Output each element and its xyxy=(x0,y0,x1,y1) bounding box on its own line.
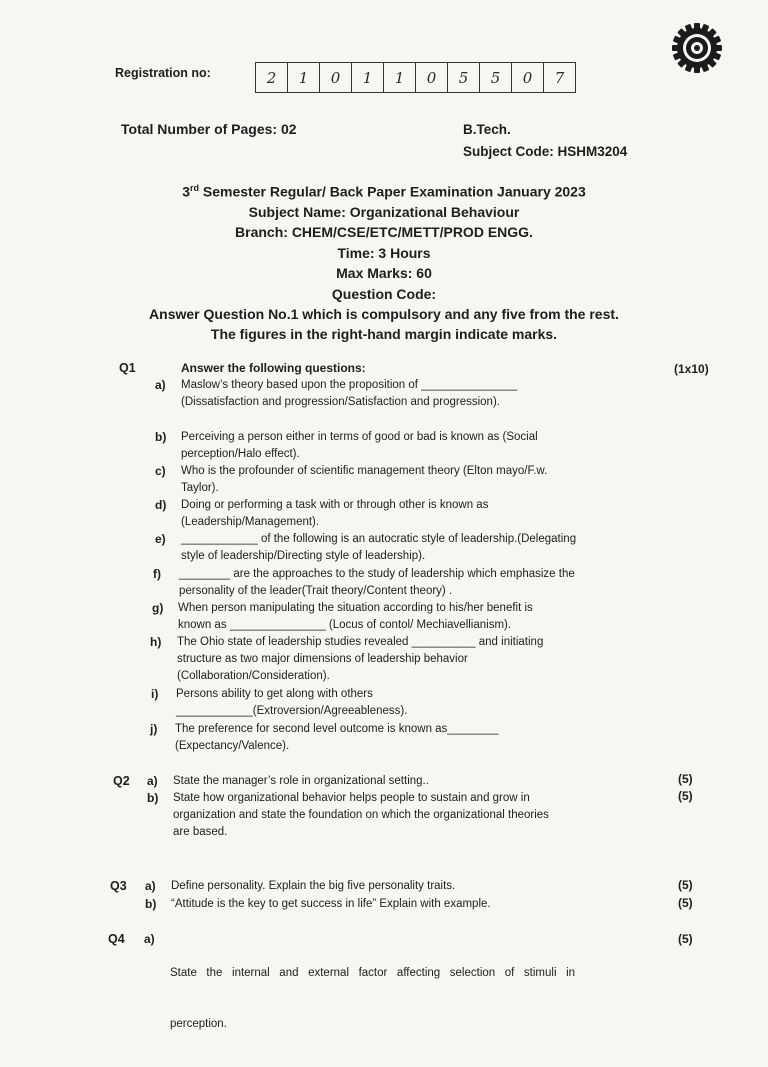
sub-question-text: State the internal and external factor affecting selection of stimuli in perception. xyxy=(170,967,576,1030)
sub-question-label: d) xyxy=(155,498,167,512)
semester-line: 3rd Semester Regular/ Back Paper Examination January 2023 xyxy=(182,183,586,200)
sub-question-text: ________ are the approaches to the study of leadership which emphasize the personality of the leader(Trait theory/Content theory) . xyxy=(179,568,575,597)
program-name: B.Tech. xyxy=(463,122,511,137)
sub-question-text: The preference for second level outcome is known as________ (Expectancy/Valence). xyxy=(175,723,499,752)
branch: Branch: CHEM/CSE/ETC/METT/PROD ENGG. xyxy=(235,224,533,240)
sub-question-label: i) xyxy=(151,687,159,701)
sub-question-text: When person manipulating the situation according to his/her benefit is known as _______________ (Locus of contol/ Mechiavellianism). xyxy=(178,602,533,631)
sub-question-text: Persons ability to get along with others ____________(Extroversion/Agreeableness). xyxy=(176,688,408,717)
registration-digit: 7 xyxy=(554,68,565,87)
sub-question-text: The Ohio state of leadership studies revealed __________ and initiating structure as two major dimensions of leadership behavior (Collaboration/Consideration). xyxy=(177,636,544,682)
registration-label: Registration no: xyxy=(115,66,211,80)
registration-digit: 1 xyxy=(352,63,384,92)
question-number: Q1 xyxy=(119,361,136,375)
sub-question-marks: (5) xyxy=(678,789,693,803)
registration-digit: 0 xyxy=(512,63,544,92)
sub-question-text: Maslow’s theory based upon the proposition of _______________ (Dissatisfaction and progression/Satisfaction and progression). xyxy=(181,379,518,408)
sub-question-label: c) xyxy=(155,464,166,478)
sub-question-text: State the manager’s role in organizational setting.. xyxy=(173,775,429,787)
sub-question-marks: (5) xyxy=(678,878,693,892)
question-marks: (1x10) xyxy=(674,362,709,376)
sub-question-label: a) xyxy=(144,932,155,946)
university-gear-seal-icon xyxy=(671,22,723,74)
sub-question-label: b) xyxy=(147,791,159,805)
registration-digit: 0 xyxy=(320,63,352,92)
sub-question-label: a) xyxy=(147,774,158,788)
registration-boxes xyxy=(255,62,576,93)
question-heading: Answer the following questions: xyxy=(181,361,366,375)
question-number: Q2 xyxy=(113,774,130,788)
instruction-marks: The figures in the right-hand margin indicate marks. xyxy=(210,326,558,342)
question-code: Question Code: xyxy=(331,286,437,302)
subject-name: Subject Name: Organizational Behaviour xyxy=(248,204,520,220)
sub-question-text: Doing or performing a task with or through other is known as (Leadership/Management). xyxy=(181,499,489,528)
sub-question-label: a) xyxy=(145,879,156,893)
subject-code: Subject Code: HSHM3204 xyxy=(463,144,628,159)
sub-question-label: a) xyxy=(155,378,166,392)
sub-question-label: b) xyxy=(155,430,167,444)
sub-question-marks: (5) xyxy=(678,896,693,910)
sub-question-label: e) xyxy=(155,532,166,546)
question-number: Q4 xyxy=(108,932,125,946)
max-marks: Max Marks: 60 xyxy=(336,265,432,281)
sub-question-label: f) xyxy=(153,567,161,581)
sub-question-text: State how organizational behavior helps people to sustain and grow in organization and state the foundation on which the organizational theories are based. xyxy=(173,792,549,838)
sub-question-text: Who is the profounder of scientific management theory (Elton mayo/F.w. Taylor). xyxy=(181,465,548,494)
sub-question-label: g) xyxy=(152,601,164,615)
instruction-compulsory: Answer Question No.1 which is compulsory and any five from the rest. xyxy=(149,306,619,322)
registration-digit: 0 xyxy=(416,63,448,92)
registration-digit: 1 xyxy=(288,63,320,92)
sub-question-label: h) xyxy=(150,635,162,649)
registration-digit: 5 xyxy=(448,63,480,92)
exam-time: Time: 3 Hours xyxy=(337,245,431,261)
sub-question-label: j) xyxy=(150,722,158,736)
registration-digit: 2 xyxy=(256,63,288,92)
registration-digit: 1 xyxy=(384,63,416,92)
sub-question-text: Define personality. Explain the big five personality traits. xyxy=(171,880,456,892)
registration-digit: 5 xyxy=(480,63,512,92)
sub-question-text: ____________ of the following is an autocratic style of leadership.(Delegating style of leadership/Directing style of leadership). xyxy=(181,533,577,562)
sub-question-label: b) xyxy=(145,897,157,911)
sub-question-marks: (5) xyxy=(678,772,693,786)
sub-question-marks: (5) xyxy=(678,932,693,946)
total-pages: Total Number of Pages: 02 xyxy=(121,121,297,137)
question-number: Q3 xyxy=(110,879,127,893)
sub-question-text: Perceiving a person either in terms of good or bad is known as (Social perception/Halo effect). xyxy=(181,431,538,460)
sub-question-text: “Attitude is the key to get success in life” Explain with example. xyxy=(171,898,491,910)
